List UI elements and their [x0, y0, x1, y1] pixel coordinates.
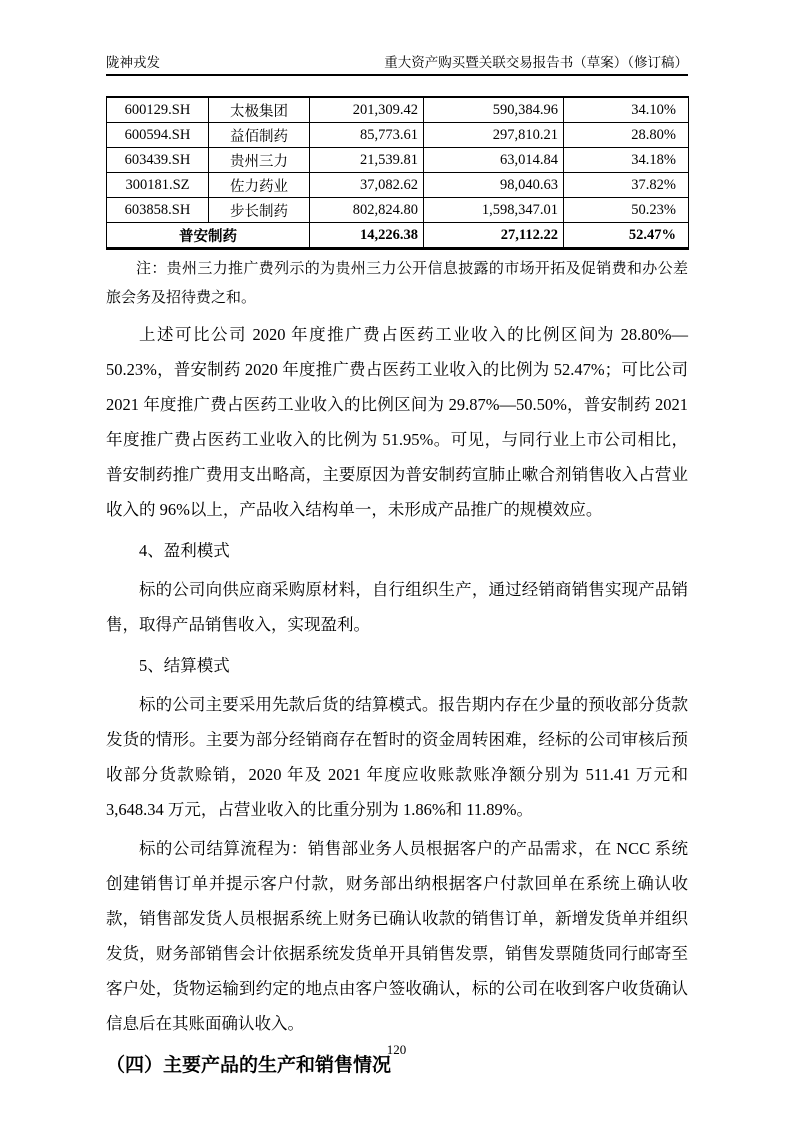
header-report-title: 重大资产购买暨关联交易报告书（草案）（修订稿） [384, 55, 688, 70]
heading-settlement-model: 5、结算模式 [139, 656, 230, 675]
paragraph-profit-model: 标的公司向供应商采购原材料，自行组织生产，通过经销商销售实现产品销售，取得产品销售收入，实现盈利。 [106, 580, 688, 634]
table-row [107, 123, 689, 148]
table-summary-row [107, 223, 689, 249]
company-name-cell: 太极集团 [209, 97, 310, 123]
revenue-cell: 63,014.84 [424, 148, 564, 173]
heading-profit-model: 4、盈利模式 [139, 541, 230, 560]
table-row [107, 198, 689, 223]
page-header [106, 54, 688, 76]
ratio-cell: 34.10% [564, 97, 689, 123]
promo-fee-cell: 37,082.62 [310, 173, 424, 198]
paragraph-settlement-process: 标的公司结算流程为：销售部业务人员根据客户的产品需求，在 NCC 系统创建销售订单并提示客户付款，财务部出纳根据客户付款回单在系统上确认收款，销售部发货人员根据系统上财务已确认收款的销售订单，新增发货单并组织发货，财务部销售会计依据系统发货单开具销售发票，销售发票随货同行邮寄至客户处，货物运输到约定的地点由客户签收确认，标的公司在收到客户收货确认信息后在其账面确认收入。 [106, 839, 688, 1033]
company-name-cell: 佐力药业 [209, 173, 310, 198]
page-number: 120 [386, 1042, 407, 1057]
ratio-cell: 37.82% [564, 173, 689, 198]
table-row [107, 148, 689, 173]
table-footnote: 注：贵州三力推广费列示的为贵州三力公开信息披露的市场开拓及促销费和办公差旅会务及招待费之和。 [106, 261, 688, 306]
promo-fee-cell: 201,309.42 [310, 97, 424, 123]
stock-code-cell: 600129.SH [107, 97, 209, 123]
stock-code-cell: 600594.SH [107, 123, 209, 148]
ratio-cell: 52.47% [564, 223, 689, 249]
company-name-cell: 步长制药 [209, 198, 310, 223]
stock-code-cell: 603858.SH [107, 198, 209, 223]
company-name-cell: 益佰制药 [209, 123, 310, 148]
promo-fee-cell: 802,824.80 [310, 198, 424, 223]
revenue-cell: 98,040.63 [424, 173, 564, 198]
ratio-cell: 34.18% [564, 148, 689, 173]
paragraph-settlement-mode: 标的公司主要采用先款后货的结算模式。报告期内存在少量的预收部分货款发货的情形。主要为部分经销商存在暂时的资金周转困难，经标的公司审核后预收部分货款赊销，2020 年及 2021 年度应收账款账净额分别为 511.41 万元和 3,648.34 万元，占营业收入的比重分别为 1.86%和 11.89%。 [106, 695, 688, 819]
ratio-cell: 50.23% [564, 198, 689, 223]
promo-fee-cell: 14,226.38 [310, 223, 424, 249]
table-row [107, 173, 689, 198]
section-heading-production-sales: （四）主要产品的生产和销售情况 [106, 1055, 392, 1076]
target-company-name-cell: 普安制药 [107, 223, 310, 249]
revenue-cell: 297,810.21 [424, 123, 564, 148]
revenue-cell: 590,384.96 [424, 97, 564, 123]
stock-code-cell: 603439.SH [107, 148, 209, 173]
ratio-cell: 28.80% [564, 123, 689, 148]
promo-fee-cell: 85,773.61 [310, 123, 424, 148]
stock-code-cell: 300181.SZ [107, 173, 209, 198]
table-row [107, 97, 689, 123]
comparable-companies-table [106, 96, 689, 250]
paragraph-promo-fee-comparison: 上述可比公司 2020 年度推广费占医药工业收入的比例区间为 28.80%—50.23%，普安制药 2020 年度推广费占医药工业收入的比例为 52.47%；可比公司 2021 年度推广费占医药工业收入的比例区间为 29.87%—50.50%，普安制药 2021 年度推广费占医药工业收入的比例为 51.95%。可见，与同行业上市公司相比，普安制药推广费用支出略高，主要原因为普安制药宣肺止嗽合剂销售收入占营业收入的 96%以上，产品收入结构单一，未形成产品推广的规模效应。 [106, 325, 688, 519]
revenue-cell: 27,112.22 [424, 223, 564, 249]
promo-fee-cell: 21,539.81 [310, 148, 424, 173]
company-name-cell: 贵州三力 [209, 148, 310, 173]
revenue-cell: 1,598,347.01 [424, 198, 564, 223]
header-company-short-name: 陇神戎发 [106, 55, 160, 70]
